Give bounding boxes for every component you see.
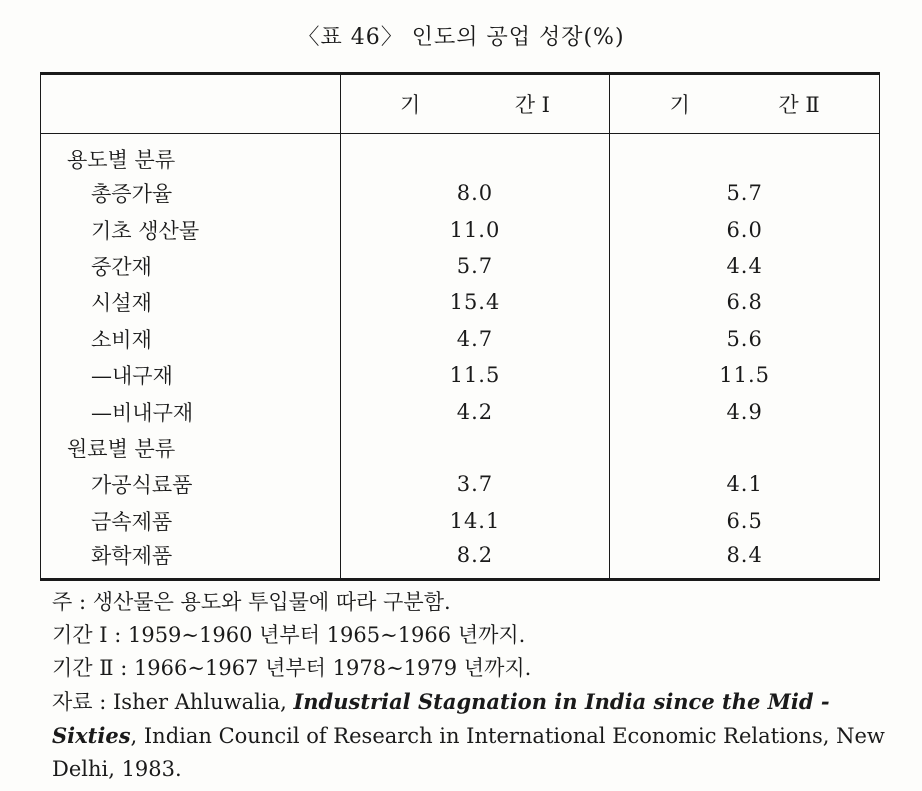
row-label: —내구재	[91, 364, 173, 389]
period-2-value	[610, 134, 880, 176]
period-1-value: 11.5	[340, 357, 610, 393]
table-row	[41, 134, 880, 176]
period-1-value: 15.4	[340, 284, 610, 320]
period-1-value: 14.1	[340, 503, 610, 539]
period-2-value: 11.5	[610, 357, 880, 393]
growth-table	[40, 72, 880, 581]
table-row	[41, 248, 880, 284]
period-1-value: 5.7	[340, 248, 610, 284]
note-period-2: 기간 Ⅱ : 1966∼1967 년부터 1978∼1979 년까지.	[52, 656, 532, 680]
header-period-2-a: 기	[669, 93, 690, 117]
header-period-1-a: 기	[399, 93, 421, 117]
source-prefix: 자료 : Isher Ahluwalia,	[52, 690, 294, 714]
row-label: 화학제품	[91, 543, 173, 568]
period-1-value: 4.7	[340, 321, 610, 357]
row-label: 시설재	[91, 291, 152, 316]
note-usage: 주 : 생산물은 용도와 투입물에 따라 구분함.	[52, 590, 451, 614]
source-note	[52, 685, 892, 786]
period-1-value: 8.2	[340, 539, 610, 580]
period-2-value: 4.9	[610, 393, 880, 429]
period-1-value	[340, 430, 610, 466]
table-row	[41, 393, 880, 429]
period-1-value: 3.7	[340, 466, 610, 502]
table-title: 〈표 46〉 인도의 공업 성장(%)	[297, 25, 625, 50]
header-period-2-b: 간 Ⅱ	[778, 93, 820, 117]
note-period-1: 기간 I : 1959∼1960 년부터 1965∼1966 년까지.	[52, 623, 526, 647]
period-1-value: 11.0	[340, 211, 610, 247]
row-label: 총증가율	[91, 182, 173, 207]
table-row	[41, 211, 880, 247]
period-2-value: 4.1	[610, 466, 880, 502]
table-row	[41, 357, 880, 393]
row-label: 중간재	[91, 254, 152, 279]
period-1-value: 8.0	[340, 175, 610, 211]
header-period-1	[340, 74, 610, 134]
row-label: 가공식료품	[91, 473, 193, 498]
period-2-value: 6.8	[610, 284, 880, 320]
source-title: Industrial Stagnation in India since the Mid -Sixties	[52, 689, 830, 748]
period-2-value: 6.0	[610, 211, 880, 247]
table-row	[41, 175, 880, 211]
header-row	[41, 74, 880, 134]
row-label: 기초 생산물	[91, 218, 200, 243]
source-rest: , Indian Council of Research in International Economic Relations, New Delhi, 1983.	[52, 724, 885, 781]
table-row	[41, 466, 880, 502]
table-row	[41, 539, 880, 580]
header-period-2	[610, 74, 880, 134]
table-notes	[52, 586, 892, 786]
period-2-value: 4.4	[610, 248, 880, 284]
table-row	[41, 321, 880, 357]
row-label: —비내구재	[91, 400, 194, 425]
row-label: 소비재	[91, 327, 152, 352]
period-2-value: 8.4	[610, 539, 880, 580]
period-2-value: 5.7	[610, 175, 880, 211]
header-period-1-b: 간 I	[514, 93, 550, 117]
header-label-cell	[41, 74, 341, 134]
period-1-value	[340, 134, 610, 176]
period-2-value: 6.5	[610, 503, 880, 539]
table-row	[41, 503, 880, 539]
period-1-value: 4.2	[340, 393, 610, 429]
table-row	[41, 430, 880, 466]
period-2-value: 5.6	[610, 321, 880, 357]
category-label: 원료별 분류	[67, 436, 176, 461]
category-label: 용도별 분류	[67, 148, 176, 172]
table-row	[41, 284, 880, 320]
row-label: 금속제품	[91, 509, 173, 534]
period-2-value	[610, 430, 880, 466]
